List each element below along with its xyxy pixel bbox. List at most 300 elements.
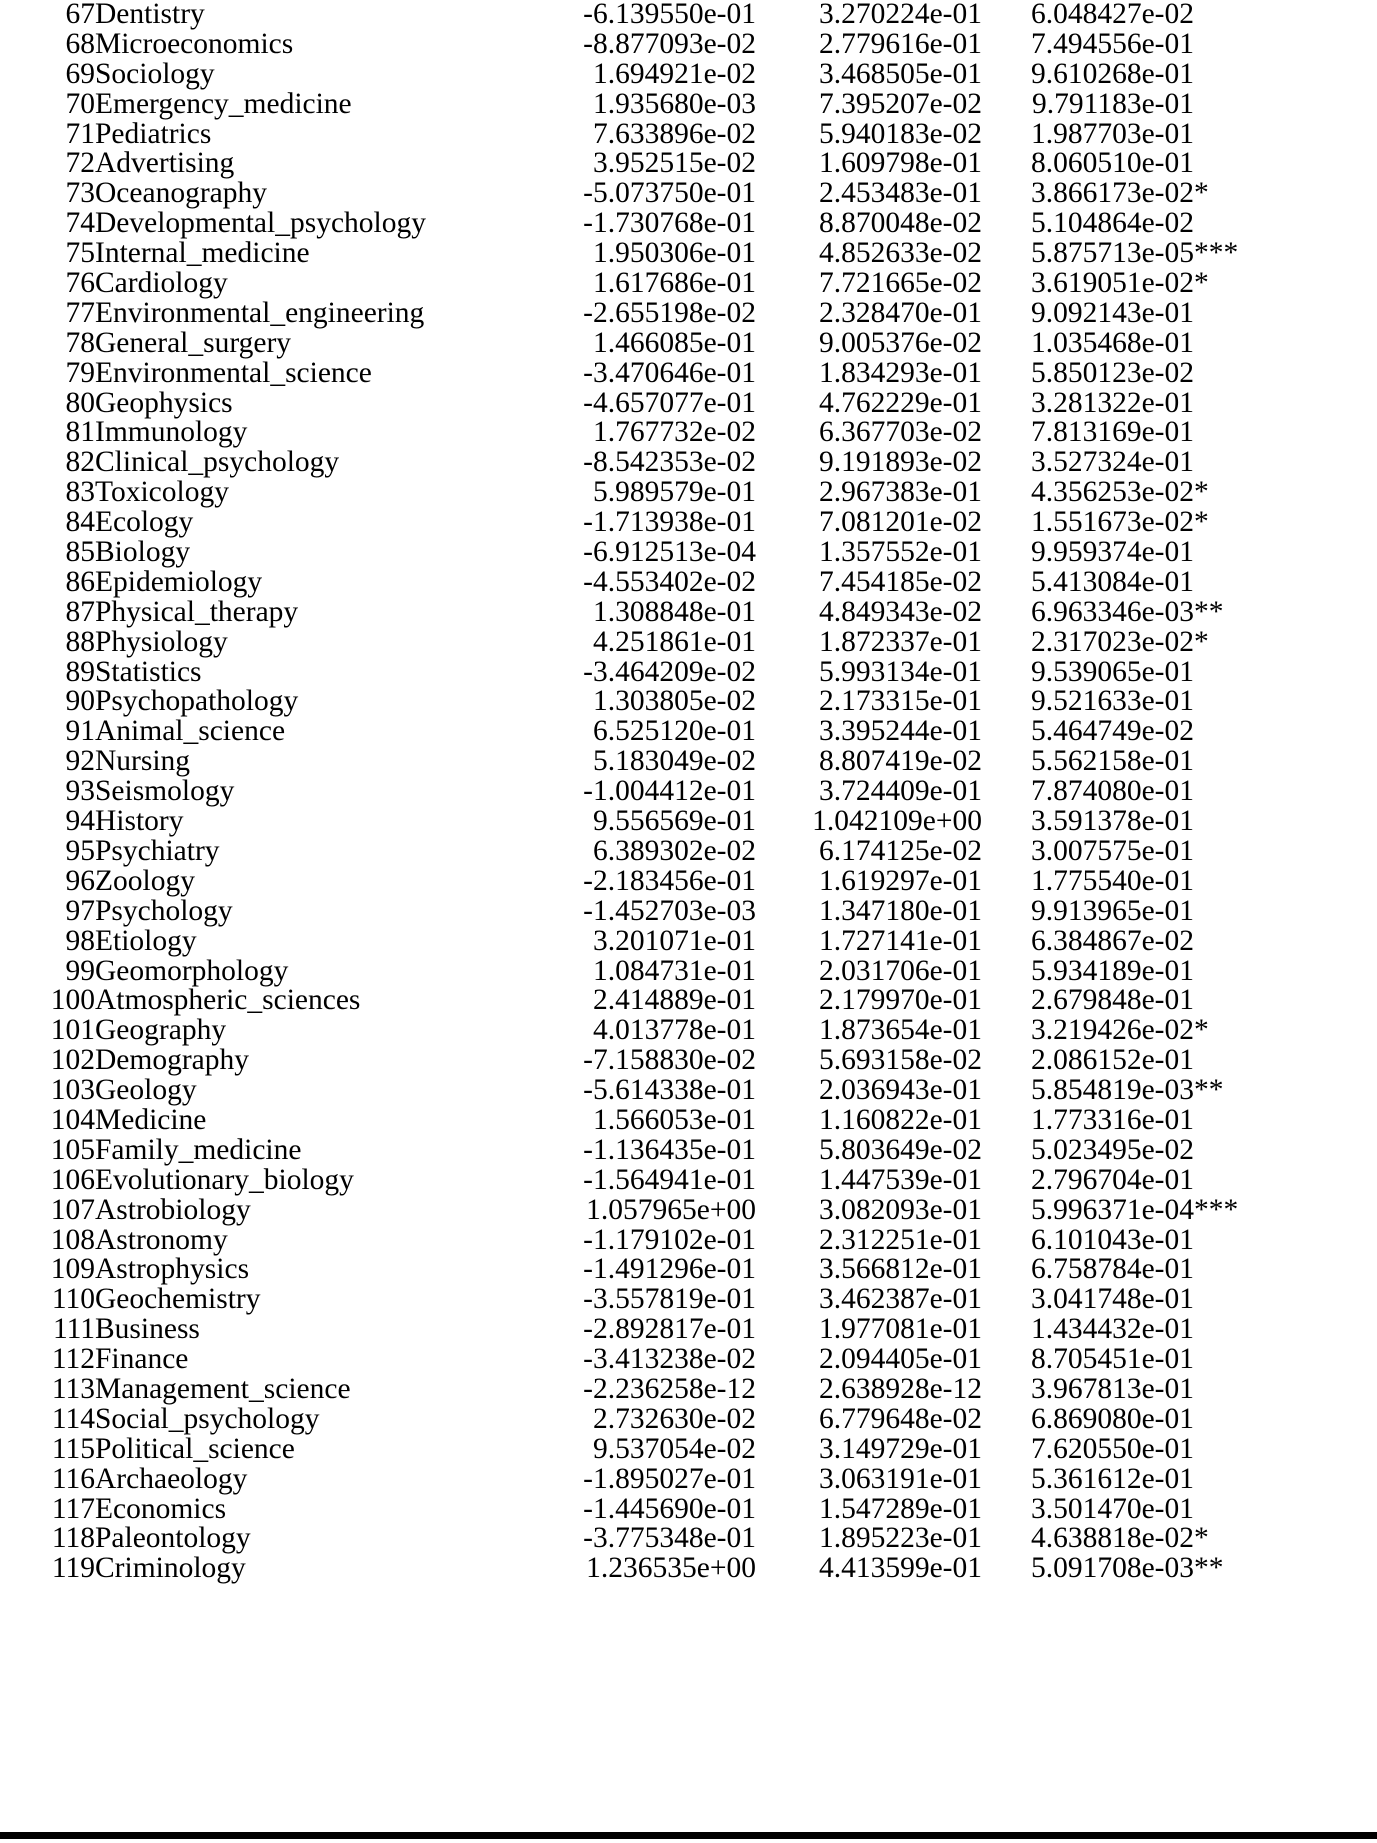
row-index: 77 [65, 296, 95, 329]
estimate-value: -5.614338e-01 [583, 1074, 756, 1107]
estimate-value: -2.655198e-02 [583, 296, 756, 329]
row-index: 98 [65, 924, 95, 957]
field-name: Geochemistry [95, 1283, 261, 1316]
table-row [0, 1255, 1377, 1285]
table-row [0, 927, 1377, 957]
row-index: 108 [50, 1223, 95, 1256]
field-name: Clinical_psychology [95, 446, 340, 479]
p-value: 9.092143e-01 [1030, 296, 1194, 329]
p-value: 3.591378e-01 [1030, 805, 1194, 838]
field-name: Management_science [95, 1372, 351, 1405]
table-row [0, 508, 1377, 538]
bottom-horizontal-rule [0, 1832, 1377, 1839]
table-row [0, 986, 1377, 1016]
table-row [0, 1554, 1377, 1584]
estimate-value: -5.073750e-01 [583, 177, 756, 210]
table-row [0, 1016, 1377, 1046]
p-value: 2.317023e-02 [1030, 625, 1194, 658]
row-index: 119 [51, 1552, 95, 1585]
significance-stars [1194, 807, 1377, 837]
significance-stars [1194, 777, 1377, 807]
estimate-value: -6.912513e-04 [583, 536, 756, 569]
estimate-value: 5.989579e-01 [592, 476, 756, 509]
row-index: 91 [65, 715, 95, 748]
estimate-value: 1.950306e-01 [592, 237, 756, 270]
row-index: 87 [65, 595, 95, 628]
significance-stars: * [1194, 267, 1209, 300]
significance-stars: ** [1194, 1074, 1224, 1107]
row-index: 79 [65, 356, 95, 389]
std-error-value: 1.447539e-01 [818, 1163, 982, 1196]
row-index: 103 [50, 1074, 95, 1107]
std-error-value: 2.094405e-01 [818, 1343, 982, 1376]
p-value: 3.619051e-02 [1030, 267, 1194, 300]
field-name: Psychiatry [95, 834, 220, 867]
std-error-value: 5.993134e-01 [818, 655, 982, 688]
estimate-value: -2.183456e-01 [583, 864, 756, 897]
field-name: Criminology [95, 1552, 246, 1585]
std-error-value: 9.191893e-02 [818, 446, 982, 479]
p-value: 9.539065e-01 [1030, 655, 1194, 688]
std-error-value: 7.081201e-02 [818, 506, 982, 539]
field-name: Demography [95, 1044, 250, 1077]
table-row [0, 658, 1377, 688]
table-row [0, 179, 1377, 209]
field-name: Etiology [95, 924, 197, 957]
significance-stars: ** [1194, 595, 1224, 628]
significance-stars [1194, 209, 1377, 239]
field-name: Psychology [95, 894, 233, 927]
table-row [0, 149, 1377, 179]
significance-stars [1194, 927, 1377, 957]
significance-stars [1194, 1435, 1377, 1465]
field-name: Political_science [95, 1432, 295, 1465]
table-row [0, 448, 1377, 478]
table-row [0, 717, 1377, 747]
table-row [0, 1375, 1377, 1405]
row-index: 80 [65, 386, 95, 419]
row-index: 76 [65, 267, 95, 300]
table-row [0, 1345, 1377, 1375]
table-row [0, 389, 1377, 419]
p-value: 3.967813e-01 [1030, 1372, 1194, 1405]
estimate-value: 1.236535e+00 [586, 1552, 756, 1585]
significance-stars [1194, 389, 1377, 419]
row-index: 92 [65, 745, 95, 778]
std-error-value: 2.779616e-01 [818, 27, 982, 60]
std-error-value: 2.638928e-12 [818, 1372, 982, 1405]
p-value: 1.551673e-02 [1030, 506, 1194, 539]
row-index: 109 [50, 1253, 95, 1286]
p-value: 4.356253e-02 [1030, 476, 1194, 509]
std-error-value: 4.849343e-02 [818, 595, 982, 628]
p-value: 6.384867e-02 [1030, 924, 1194, 957]
estimate-value: 1.694921e-02 [592, 57, 756, 90]
estimate-value: -8.877093e-02 [583, 27, 756, 60]
p-value: 3.007575e-01 [1030, 834, 1194, 867]
p-value: 6.101043e-01 [1030, 1223, 1194, 1256]
std-error-value: 7.395207e-02 [818, 87, 982, 120]
p-value: 1.773316e-01 [1030, 1103, 1194, 1136]
std-error-value: 2.179970e-01 [818, 984, 982, 1017]
std-error-value: 8.870048e-02 [818, 207, 982, 240]
table-row [0, 299, 1377, 329]
row-index: 110 [51, 1283, 95, 1316]
std-error-value: 3.270224e-01 [818, 0, 982, 30]
std-error-value: 6.367703e-02 [818, 416, 982, 449]
significance-stars [1194, 329, 1377, 359]
significance-stars [1194, 1136, 1377, 1166]
significance-stars: * [1194, 476, 1209, 509]
table-row [0, 120, 1377, 150]
significance-stars [1194, 30, 1377, 60]
field-name: Cardiology [95, 267, 228, 300]
field-name: Immunology [95, 416, 248, 449]
significance-stars [1194, 897, 1377, 927]
field-name: Oceanography [95, 177, 268, 210]
estimate-value: 1.308848e-01 [592, 595, 756, 628]
table-row [0, 1435, 1377, 1465]
row-index: 99 [65, 954, 95, 987]
significance-stars: *** [1194, 1193, 1239, 1226]
field-name: Paleontology [95, 1522, 251, 1555]
p-value: 7.813169e-01 [1030, 416, 1194, 449]
estimate-value: 1.057965e+00 [586, 1193, 756, 1226]
std-error-value: 3.063191e-01 [818, 1462, 982, 1495]
table-row [0, 1315, 1377, 1345]
table-row [0, 1495, 1377, 1525]
estimate-value: -2.236258e-12 [583, 1372, 756, 1405]
field-name: Medicine [95, 1103, 207, 1136]
std-error-value: 5.693158e-02 [818, 1044, 982, 1077]
estimate-value: 3.952515e-02 [592, 147, 756, 180]
field-name: Astronomy [95, 1223, 228, 1256]
significance-stars: * [1194, 506, 1209, 539]
p-value: 8.060510e-01 [1030, 147, 1194, 180]
std-error-value: 3.395244e-01 [818, 715, 982, 748]
estimate-value: 1.566053e-01 [592, 1103, 756, 1136]
row-index: 86 [65, 565, 95, 598]
table-row [0, 1405, 1377, 1435]
table-row [0, 628, 1377, 658]
row-index: 74 [65, 207, 95, 240]
row-index: 118 [51, 1522, 95, 1555]
estimate-value: -6.139550e-01 [583, 0, 756, 30]
std-error-value: 7.721665e-02 [818, 267, 982, 300]
significance-stars [1194, 448, 1377, 478]
significance-stars [1194, 120, 1377, 150]
std-error-value: 1.727141e-01 [818, 924, 982, 957]
table-row [0, 1046, 1377, 1076]
p-value: 3.501470e-01 [1030, 1492, 1194, 1525]
p-value: 2.796704e-01 [1030, 1163, 1194, 1196]
field-name: Ecology [95, 506, 194, 539]
significance-stars [1194, 149, 1377, 179]
std-error-value: 3.149729e-01 [818, 1432, 982, 1465]
row-index: 104 [50, 1103, 95, 1136]
std-error-value: 6.174125e-02 [818, 834, 982, 867]
p-value: 1.987703e-01 [1030, 117, 1194, 150]
field-name: Evolutionary_biology [95, 1163, 354, 1196]
estimate-value: 2.414889e-01 [592, 984, 756, 1017]
field-name: Physical_therapy [95, 595, 299, 628]
std-error-value: 3.462387e-01 [818, 1283, 982, 1316]
p-value: 9.521633e-01 [1030, 685, 1194, 718]
std-error-value: 3.082093e-01 [818, 1193, 982, 1226]
std-error-value: 5.803649e-02 [818, 1133, 982, 1166]
field-name: Internal_medicine [95, 237, 310, 270]
estimate-value: -3.464209e-02 [583, 655, 756, 688]
row-index: 93 [65, 775, 95, 808]
field-name: Statistics [95, 655, 202, 688]
row-index: 105 [50, 1133, 95, 1166]
significance-stars [1194, 986, 1377, 1016]
estimate-value: -4.553402e-02 [583, 565, 756, 598]
p-value: 5.934189e-01 [1030, 954, 1194, 987]
significance-stars [1194, 1285, 1377, 1315]
significance-stars [1194, 1255, 1377, 1285]
significance-stars [1194, 1345, 1377, 1375]
p-value: 4.638818e-02 [1030, 1522, 1194, 1555]
estimate-value: 1.767732e-02 [592, 416, 756, 449]
field-name: Environmental_science [95, 356, 372, 389]
table-row [0, 30, 1377, 60]
estimate-value: -1.564941e-01 [583, 1163, 756, 1196]
significance-stars: * [1194, 1014, 1209, 1047]
table-row [0, 1136, 1377, 1166]
table-row [0, 239, 1377, 269]
estimate-value: -1.895027e-01 [583, 1462, 756, 1495]
row-index: 116 [51, 1462, 95, 1495]
row-index: 107 [50, 1193, 95, 1226]
std-error-value: 2.031706e-01 [818, 954, 982, 987]
table-row [0, 1524, 1377, 1554]
p-value: 5.996371e-04 [1030, 1193, 1194, 1226]
p-value: 3.527324e-01 [1030, 446, 1194, 479]
row-index: 84 [65, 506, 95, 539]
field-name: Geomorphology [95, 954, 289, 987]
estimate-value: -1.713938e-01 [583, 506, 756, 539]
estimate-value: 3.201071e-01 [592, 924, 756, 957]
std-error-value: 1.895223e-01 [818, 1522, 982, 1555]
table-row [0, 747, 1377, 777]
row-index: 81 [65, 416, 95, 449]
significance-stars [1194, 957, 1377, 987]
table-row [0, 60, 1377, 90]
p-value: 5.854819e-03 [1030, 1074, 1194, 1107]
estimate-value: -1.730768e-01 [583, 207, 756, 240]
std-error-value: 2.036943e-01 [818, 1074, 982, 1107]
field-name: Atmospheric_sciences [95, 984, 361, 1017]
row-index: 82 [65, 446, 95, 479]
p-value: 8.705451e-01 [1030, 1343, 1194, 1376]
field-name: Archaeology [95, 1462, 248, 1495]
row-index: 90 [65, 685, 95, 718]
std-error-value: 2.312251e-01 [818, 1223, 982, 1256]
table-row [0, 957, 1377, 987]
row-index: 68 [65, 27, 95, 60]
significance-stars: * [1194, 177, 1209, 210]
std-error-value: 1.609798e-01 [818, 147, 982, 180]
p-value: 2.679848e-01 [1030, 984, 1194, 1017]
table-row [0, 269, 1377, 299]
std-error-value: 4.413599e-01 [818, 1552, 982, 1585]
std-error-value: 1.873654e-01 [818, 1014, 982, 1047]
field-name: Astrobiology [95, 1193, 251, 1226]
std-error-value: 1.347180e-01 [818, 894, 982, 927]
table-row [0, 1285, 1377, 1315]
estimate-value: -1.445690e-01 [583, 1492, 756, 1525]
estimate-value: 1.084731e-01 [592, 954, 756, 987]
field-name: Seismology [95, 775, 235, 808]
std-error-value: 1.042109e+00 [812, 805, 982, 838]
field-name: Biology [95, 536, 191, 569]
table-row [0, 478, 1377, 508]
std-error-value: 2.328470e-01 [818, 296, 982, 329]
p-value: 5.091708e-03 [1030, 1552, 1194, 1585]
field-name: Finance [95, 1343, 189, 1376]
row-index: 71 [65, 117, 95, 150]
field-name: Dentistry [95, 0, 205, 30]
significance-stars: * [1194, 1522, 1209, 1555]
field-name: Family_medicine [95, 1133, 302, 1166]
field-name: Animal_science [95, 715, 286, 748]
estimate-value: -1.491296e-01 [583, 1253, 756, 1286]
significance-stars [1194, 1046, 1377, 1076]
std-error-value: 2.967383e-01 [818, 476, 982, 509]
std-error-value: 2.453483e-01 [818, 177, 982, 210]
row-index: 73 [65, 177, 95, 210]
table-row [0, 687, 1377, 717]
std-error-value: 5.940183e-02 [818, 117, 982, 150]
significance-stars [1194, 837, 1377, 867]
estimate-value: 1.303805e-02 [592, 685, 756, 718]
row-index: 67 [65, 0, 95, 30]
field-name: Economics [95, 1492, 227, 1525]
row-index: 114 [51, 1402, 95, 1435]
p-value: 6.758784e-01 [1030, 1253, 1194, 1286]
field-name: Geophysics [95, 386, 233, 419]
std-error-value: 4.762229e-01 [818, 386, 982, 419]
table-row [0, 807, 1377, 837]
significance-stars: * [1194, 625, 1209, 658]
row-index: 75 [65, 237, 95, 270]
estimate-value: -8.542353e-02 [583, 446, 756, 479]
estimate-value: -3.413238e-02 [583, 1343, 756, 1376]
p-value: 6.869080e-01 [1030, 1402, 1194, 1435]
table-row [0, 1166, 1377, 1196]
significance-stars [1194, 867, 1377, 897]
estimate-value: -1.179102e-01 [583, 1223, 756, 1256]
p-value: 5.361612e-01 [1030, 1462, 1194, 1495]
field-name: History [95, 805, 184, 838]
table-row [0, 329, 1377, 359]
p-value: 1.035468e-01 [1030, 326, 1194, 359]
table-row [0, 867, 1377, 897]
p-value: 5.413084e-01 [1030, 565, 1194, 598]
std-error-value: 3.724409e-01 [818, 775, 982, 808]
row-index: 94 [65, 805, 95, 838]
estimate-value: -1.136435e-01 [583, 1133, 756, 1166]
std-error-value: 2.173315e-01 [818, 685, 982, 718]
field-name: Pediatrics [95, 117, 212, 150]
estimate-value: 1.617686e-01 [592, 267, 756, 300]
table-row [0, 209, 1377, 239]
field-name: Zoology [95, 864, 195, 897]
std-error-value: 1.977081e-01 [818, 1313, 982, 1346]
row-index: 100 [50, 984, 95, 1017]
p-value: 6.963346e-03 [1030, 595, 1194, 628]
significance-stars [1194, 658, 1377, 688]
p-value: 9.610268e-01 [1030, 57, 1194, 90]
row-index: 69 [65, 57, 95, 90]
significance-stars [1194, 1166, 1377, 1196]
significance-stars [1194, 418, 1377, 448]
table-row [0, 418, 1377, 448]
field-name: General_surgery [95, 326, 292, 359]
significance-stars [1194, 568, 1377, 598]
p-value: 5.562158e-01 [1030, 745, 1194, 778]
p-value: 9.913965e-01 [1030, 894, 1194, 927]
p-value: 7.494556e-01 [1030, 27, 1194, 60]
estimate-value: -3.557819e-01 [583, 1283, 756, 1316]
row-index: 89 [65, 655, 95, 688]
p-value: 5.464749e-02 [1030, 715, 1194, 748]
table-row [0, 359, 1377, 389]
field-name: Nursing [95, 745, 191, 778]
estimate-value: -1.452703e-03 [583, 894, 756, 927]
field-name: Advertising [95, 147, 235, 180]
estimate-value: -4.657077e-01 [583, 386, 756, 419]
field-name: Social_psychology [95, 1402, 320, 1435]
table-row [0, 90, 1377, 120]
std-error-value: 4.852633e-02 [818, 237, 982, 270]
significance-stars [1194, 1226, 1377, 1256]
field-name: Business [95, 1313, 200, 1346]
p-value: 5.023495e-02 [1030, 1133, 1194, 1166]
std-error-value: 1.357552e-01 [818, 536, 982, 569]
field-name: Astrophysics [95, 1253, 250, 1286]
estimate-value: -3.470646e-01 [583, 356, 756, 389]
estimate-value: 6.389302e-02 [592, 834, 756, 867]
row-index: 101 [50, 1014, 95, 1047]
p-value: 3.041748e-01 [1030, 1283, 1194, 1316]
significance-stars [1194, 1106, 1377, 1136]
estimate-value: 1.466085e-01 [592, 326, 756, 359]
significance-stars [1194, 717, 1377, 747]
p-value: 7.620550e-01 [1030, 1432, 1194, 1465]
row-index: 88 [65, 625, 95, 658]
significance-stars [1194, 1465, 1377, 1495]
significance-stars [1194, 359, 1377, 389]
table-row [0, 1226, 1377, 1256]
p-value: 2.086152e-01 [1030, 1044, 1194, 1077]
table-row [0, 538, 1377, 568]
p-value: 6.048427e-02 [1030, 0, 1194, 30]
table-row [0, 897, 1377, 927]
field-name: Physiology [95, 625, 228, 658]
row-index: 117 [51, 1492, 95, 1525]
estimate-value: -7.158830e-02 [583, 1044, 756, 1077]
significance-stars [1194, 1495, 1377, 1525]
table-row [0, 568, 1377, 598]
significance-stars [1194, 299, 1377, 329]
field-name: Psychopathology [95, 685, 299, 718]
table-row [0, 1196, 1377, 1226]
estimate-value: 6.525120e-01 [592, 715, 756, 748]
estimate-value: 4.013778e-01 [592, 1014, 756, 1047]
estimate-value: 1.935680e-03 [592, 87, 756, 120]
